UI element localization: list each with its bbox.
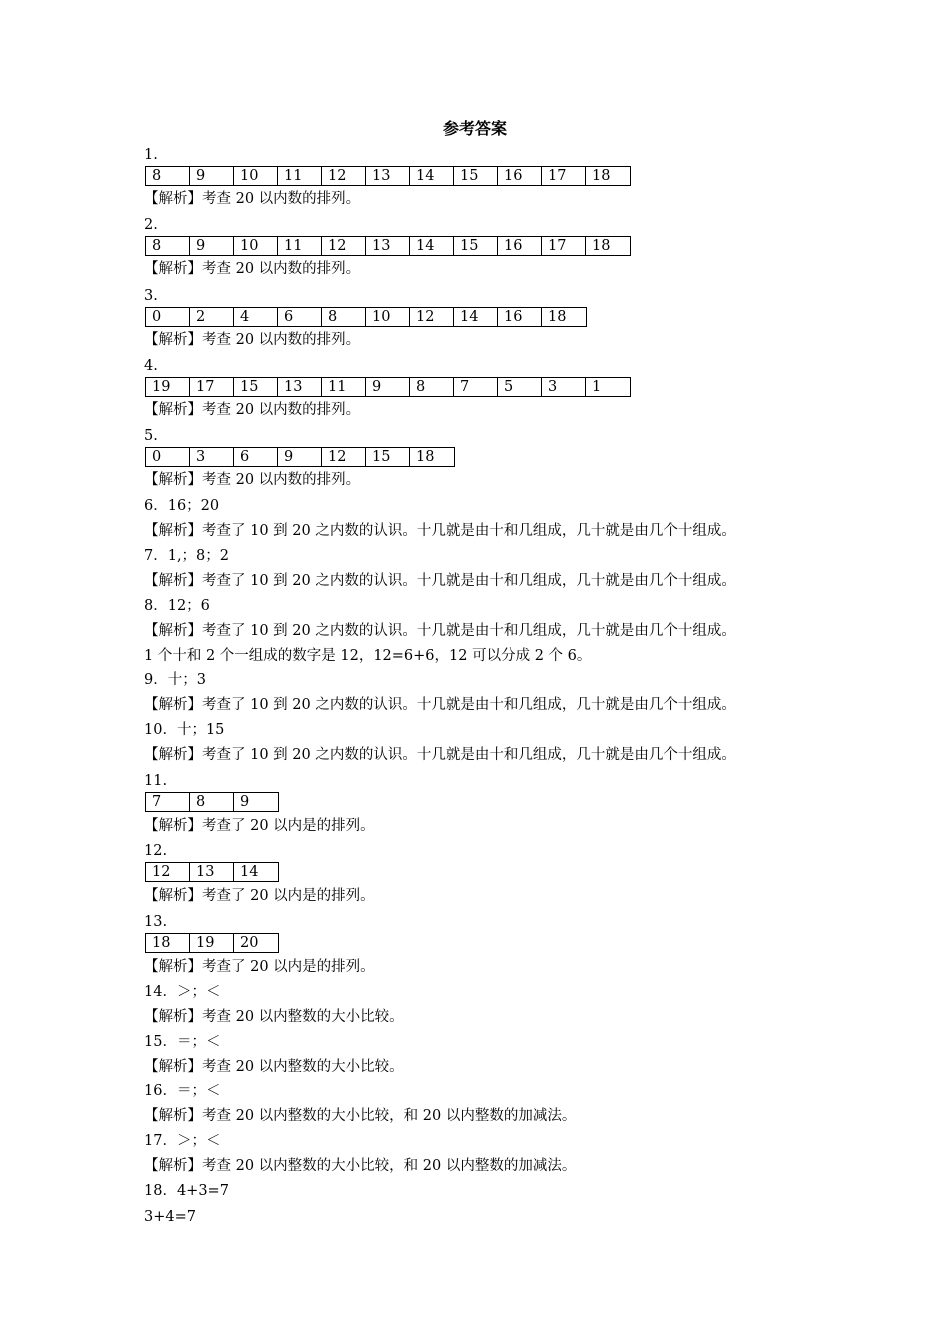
q6-explanation: 【解析】考查了 10 到 20 之内数的认识。十几就是由十和几组成，几十就是由几个十组成。 [144,523,736,539]
table-cell: 19 [190,934,234,952]
table-cell: 16 [498,167,542,185]
q6-answer: 6．16；20 [144,498,220,514]
q15-explanation: 【解析】考查 20 以内整数的大小比较。 [144,1059,404,1075]
table-cell: 17 [190,378,234,396]
table-cell: 12 [410,308,454,326]
q12-explanation: 【解析】考查了 20 以内是的排列。 [144,888,375,904]
table-cell: 11 [278,167,322,185]
table-cell: 8 [410,378,454,396]
q5-number: 5. [144,428,158,444]
q2-table [145,236,631,256]
q11-number: 11. [144,773,168,789]
table-cell: 12 [322,167,366,185]
table-cell: 6 [234,448,278,466]
q9-answer: 9．十；3 [144,672,206,688]
table-cell: 8 [146,237,190,255]
table-cell: 18 [548,309,567,325]
table-cell: 0 [146,308,190,326]
q16-answer: 16．＝；＜ [144,1083,221,1099]
table-cell: 14 [240,864,259,880]
q1-explanation: 【解析】考查 20 以内数的排列。 [144,191,361,207]
table-cell: 10 [234,237,278,255]
table-cell: 13 [190,863,234,881]
table-cell: 18 [146,934,190,952]
q2-number: 2. [144,217,158,233]
table-cell: 15 [454,237,498,255]
table-cell: 9 [278,448,322,466]
q3-table [145,307,587,327]
table-cell: 14 [454,308,498,326]
table-cell: 18 [592,238,611,254]
q8-answer: 8．12；6 [144,598,210,614]
table-cell: 18 [592,168,611,184]
table-cell: 0 [146,448,190,466]
table-cell: 9 [190,167,234,185]
table-cell: 17 [542,237,586,255]
table-cell: 16 [498,237,542,255]
q12-table [145,862,279,882]
table-cell: 12 [322,237,366,255]
q7-explanation: 【解析】考查了 10 到 20 之内数的认识。十几就是由十和几组成，几十就是由几个十组成。 [144,573,736,589]
table-cell: 12 [146,863,190,881]
table-cell: 17 [542,167,586,185]
table-cell: 15 [366,448,410,466]
table-cell: 9 [366,378,410,396]
q11-explanation: 【解析】考查了 20 以内是的排列。 [144,818,375,834]
q4-table [145,377,631,397]
table-cell: 15 [454,167,498,185]
q5-table [145,447,455,467]
table-cell: 8 [190,793,234,811]
table-cell: 9 [240,794,250,810]
table-cell: 8 [322,308,366,326]
table-cell: 8 [146,167,190,185]
table-cell: 12 [322,448,366,466]
q10-answer: 10．十；15 [144,722,225,738]
table-cell: 4 [234,308,278,326]
q14-explanation: 【解析】考查 20 以内整数的大小比较。 [144,1009,404,1025]
q9-explanation: 【解析】考查了 10 到 20 之内数的认识。十几就是由十和几组成，几十就是由几个十组成。 [144,697,736,713]
q17-answer: 17．＞；＜ [144,1133,221,1149]
q11-table [145,792,279,812]
q13-table [145,933,279,953]
table-cell: 13 [366,237,410,255]
table-cell: 9 [190,237,234,255]
page-title: 参考答案 [442,119,507,138]
q1-number: 1. [144,147,158,163]
q13-number: 13. [144,914,168,930]
q13-explanation: 【解析】考查了 20 以内是的排列。 [144,959,375,975]
q2-explanation: 【解析】考查 20 以内数的排列。 [144,261,361,277]
q1-table [145,166,631,186]
table-cell: 19 [146,378,190,396]
table-cell: 10 [366,308,410,326]
table-cell: 1 [592,379,602,395]
table-cell: 5 [498,378,542,396]
table-cell: 6 [278,308,322,326]
q14-answer: 14．＞；＜ [144,984,221,1000]
table-cell: 13 [366,167,410,185]
table-cell: 20 [240,935,259,951]
q4-explanation: 【解析】考查 20 以内数的排列。 [144,402,361,418]
table-cell: 14 [410,237,454,255]
table-cell: 18 [416,449,435,465]
table-cell: 10 [234,167,278,185]
table-cell: 11 [322,378,366,396]
q8-explanation-detail: 1 个十和 2 个一组成的数字是 12，12=6+6，12 可以分成 2 个 6。 [144,648,592,664]
q4-number: 4. [144,358,158,374]
q7-answer: 7．1,；8；2 [144,548,230,564]
table-cell: 15 [234,378,278,396]
q15-answer: 15．＝；＜ [144,1034,221,1050]
table-cell: 16 [498,308,542,326]
table-cell: 11 [278,237,322,255]
table-cell: 14 [410,167,454,185]
table-cell: 3 [542,378,586,396]
table-cell: 13 [278,378,322,396]
q5-explanation: 【解析】考查 20 以内数的排列。 [144,472,361,488]
q17-explanation: 【解析】考查 20 以内整数的大小比较，和 20 以内整数的加减法。 [144,1158,577,1174]
table-cell: 3 [190,448,234,466]
table-cell: 2 [190,308,234,326]
q10-explanation: 【解析】考查了 10 到 20 之内数的认识。十几就是由十和几组成，几十就是由几个十组成。 [144,747,736,763]
q3-number: 3. [144,288,158,304]
q12-number: 12. [144,843,168,859]
q18-answer: 18．4+3=7 [144,1183,229,1199]
q8-explanation: 【解析】考查了 10 到 20 之内数的认识。十几就是由十和几组成，几十就是由几个十组成。 [144,623,736,639]
table-cell: 7 [454,378,498,396]
q3-explanation: 【解析】考查 20 以内数的排列。 [144,332,361,348]
q16-explanation: 【解析】考查 20 以内整数的大小比较，和 20 以内整数的加减法。 [144,1108,577,1124]
q18-answer-line2: 3+4=7 [144,1209,196,1225]
table-cell: 7 [146,793,190,811]
